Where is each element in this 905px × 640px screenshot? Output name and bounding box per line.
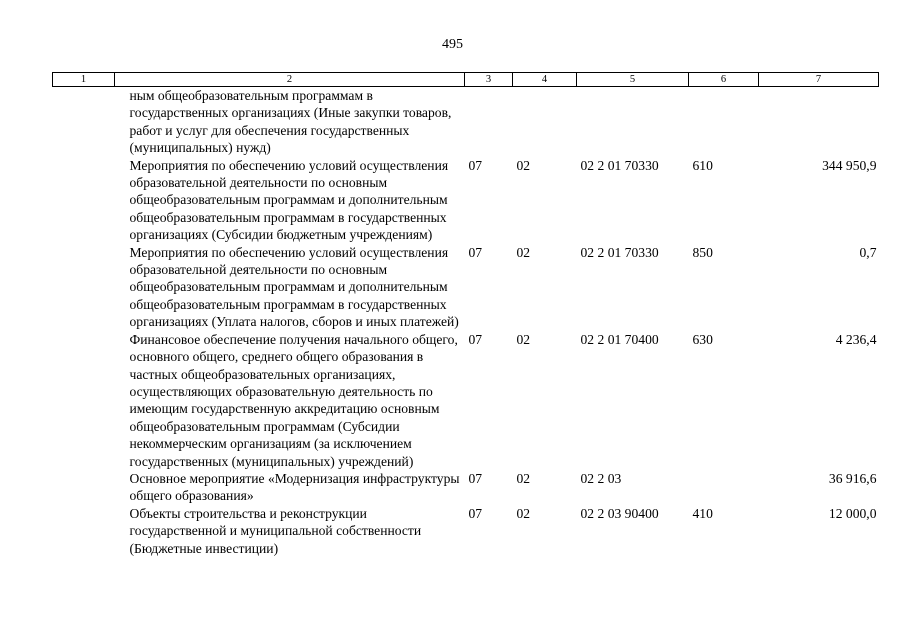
column-number-header-row: [53, 73, 879, 87]
amount-cell: 4 236,4: [835, 331, 877, 347]
expense-name-cell: Объекты строительства и реконструкции государственной и муниципальной собственности (Бюджетные инвестиции): [129, 505, 422, 556]
expense-type-cell: [689, 470, 759, 505]
subsection-code-cell: 02: [516, 244, 531, 260]
row-number-cell: [53, 331, 115, 470]
amount-cell: 12 000,0: [828, 505, 877, 521]
column-header-2: 2: [115, 73, 465, 87]
subsection-code-cell: [513, 87, 577, 157]
row-number-cell: [53, 470, 115, 505]
row-number-cell: [53, 87, 115, 157]
table-row: [53, 157, 879, 244]
row-number-cell: [53, 244, 115, 331]
section-code-cell: [465, 87, 513, 157]
subsection-code-cell: 02: [516, 331, 531, 347]
table-row: [53, 244, 879, 331]
expense-type-cell: 630: [692, 331, 713, 347]
expense-type-cell: [689, 87, 759, 157]
column-header-3: 3: [465, 73, 513, 87]
amount-cell: 344 950,9: [822, 157, 877, 173]
row-number-cell: [53, 505, 115, 557]
target-article-cell: 02 2 01 70330: [580, 157, 659, 173]
table-row: [53, 331, 879, 470]
subsection-code-cell: 02: [516, 505, 531, 521]
target-article-cell: 02 2 03: [580, 470, 622, 486]
expense-type-cell: 850: [692, 244, 713, 260]
column-header-6: 6: [689, 73, 759, 87]
expense-name-cell: Финансовое обеспечение получения начального общего, основного общего, среднего общего образования в частных общеобразовательных организациях, осуществляющих образовательную деятельность по имеющим государственную аккредитацию основным общеобразовательным программам (Субсидии некоммерческим организациям (за исключением государственных (муниципальных) учреждений): [129, 331, 458, 469]
expense-name-cell: ным общеобразовательным программам в государственных организациях (Иные закупки товаров, работ и услуг для обеспечения государственных (муниципальных) нужд): [129, 88, 452, 156]
expense-type-cell: 610: [692, 157, 713, 173]
table-row: [53, 87, 879, 157]
amount-cell: 36 916,6: [828, 470, 877, 486]
target-article-cell: 02 2 01 70330: [580, 244, 659, 260]
column-header-4: 4: [513, 73, 577, 87]
section-code-cell: 07: [468, 470, 483, 486]
amount-cell: [759, 87, 879, 157]
budget-table: [52, 72, 879, 557]
section-code-cell: 07: [468, 244, 483, 260]
page-number: 495: [442, 37, 463, 52]
column-header-5: 5: [577, 73, 689, 87]
table-row: [53, 505, 879, 557]
expense-name-cell: Основное мероприятие «Модернизация инфраструктуры общего образования»: [129, 470, 460, 504]
row-number-cell: [53, 157, 115, 244]
expense-name-cell: Мероприятия по обеспечению условий осуществления образовательной деятельности по основным общеобразовательным программам и дополнительным общеобразовательным программам в государственных организациях (Уплата налогов, сборов и иных платежей): [129, 244, 459, 330]
column-header-1: 1: [53, 73, 115, 87]
section-code-cell: 07: [468, 157, 483, 173]
column-header-7: 7: [759, 73, 879, 87]
target-article-cell: 02 2 03 90400: [580, 505, 659, 521]
target-article-cell: [577, 87, 689, 157]
section-code-cell: 07: [468, 505, 483, 521]
target-article-cell: 02 2 01 70400: [580, 331, 659, 347]
amount-cell: 0,7: [859, 244, 877, 260]
subsection-code-cell: 02: [516, 470, 531, 486]
section-code-cell: 07: [468, 331, 483, 347]
subsection-code-cell: 02: [516, 157, 531, 173]
table-row: [53, 470, 879, 505]
expense-name-cell: Мероприятия по обеспечению условий осуществления образовательной деятельности по основным общеобразовательным программам и дополнительным общеобразовательным программам в государственных организациях (Субсидии бюджетным учреждениям): [129, 157, 449, 243]
expense-type-cell: 410: [692, 505, 713, 521]
